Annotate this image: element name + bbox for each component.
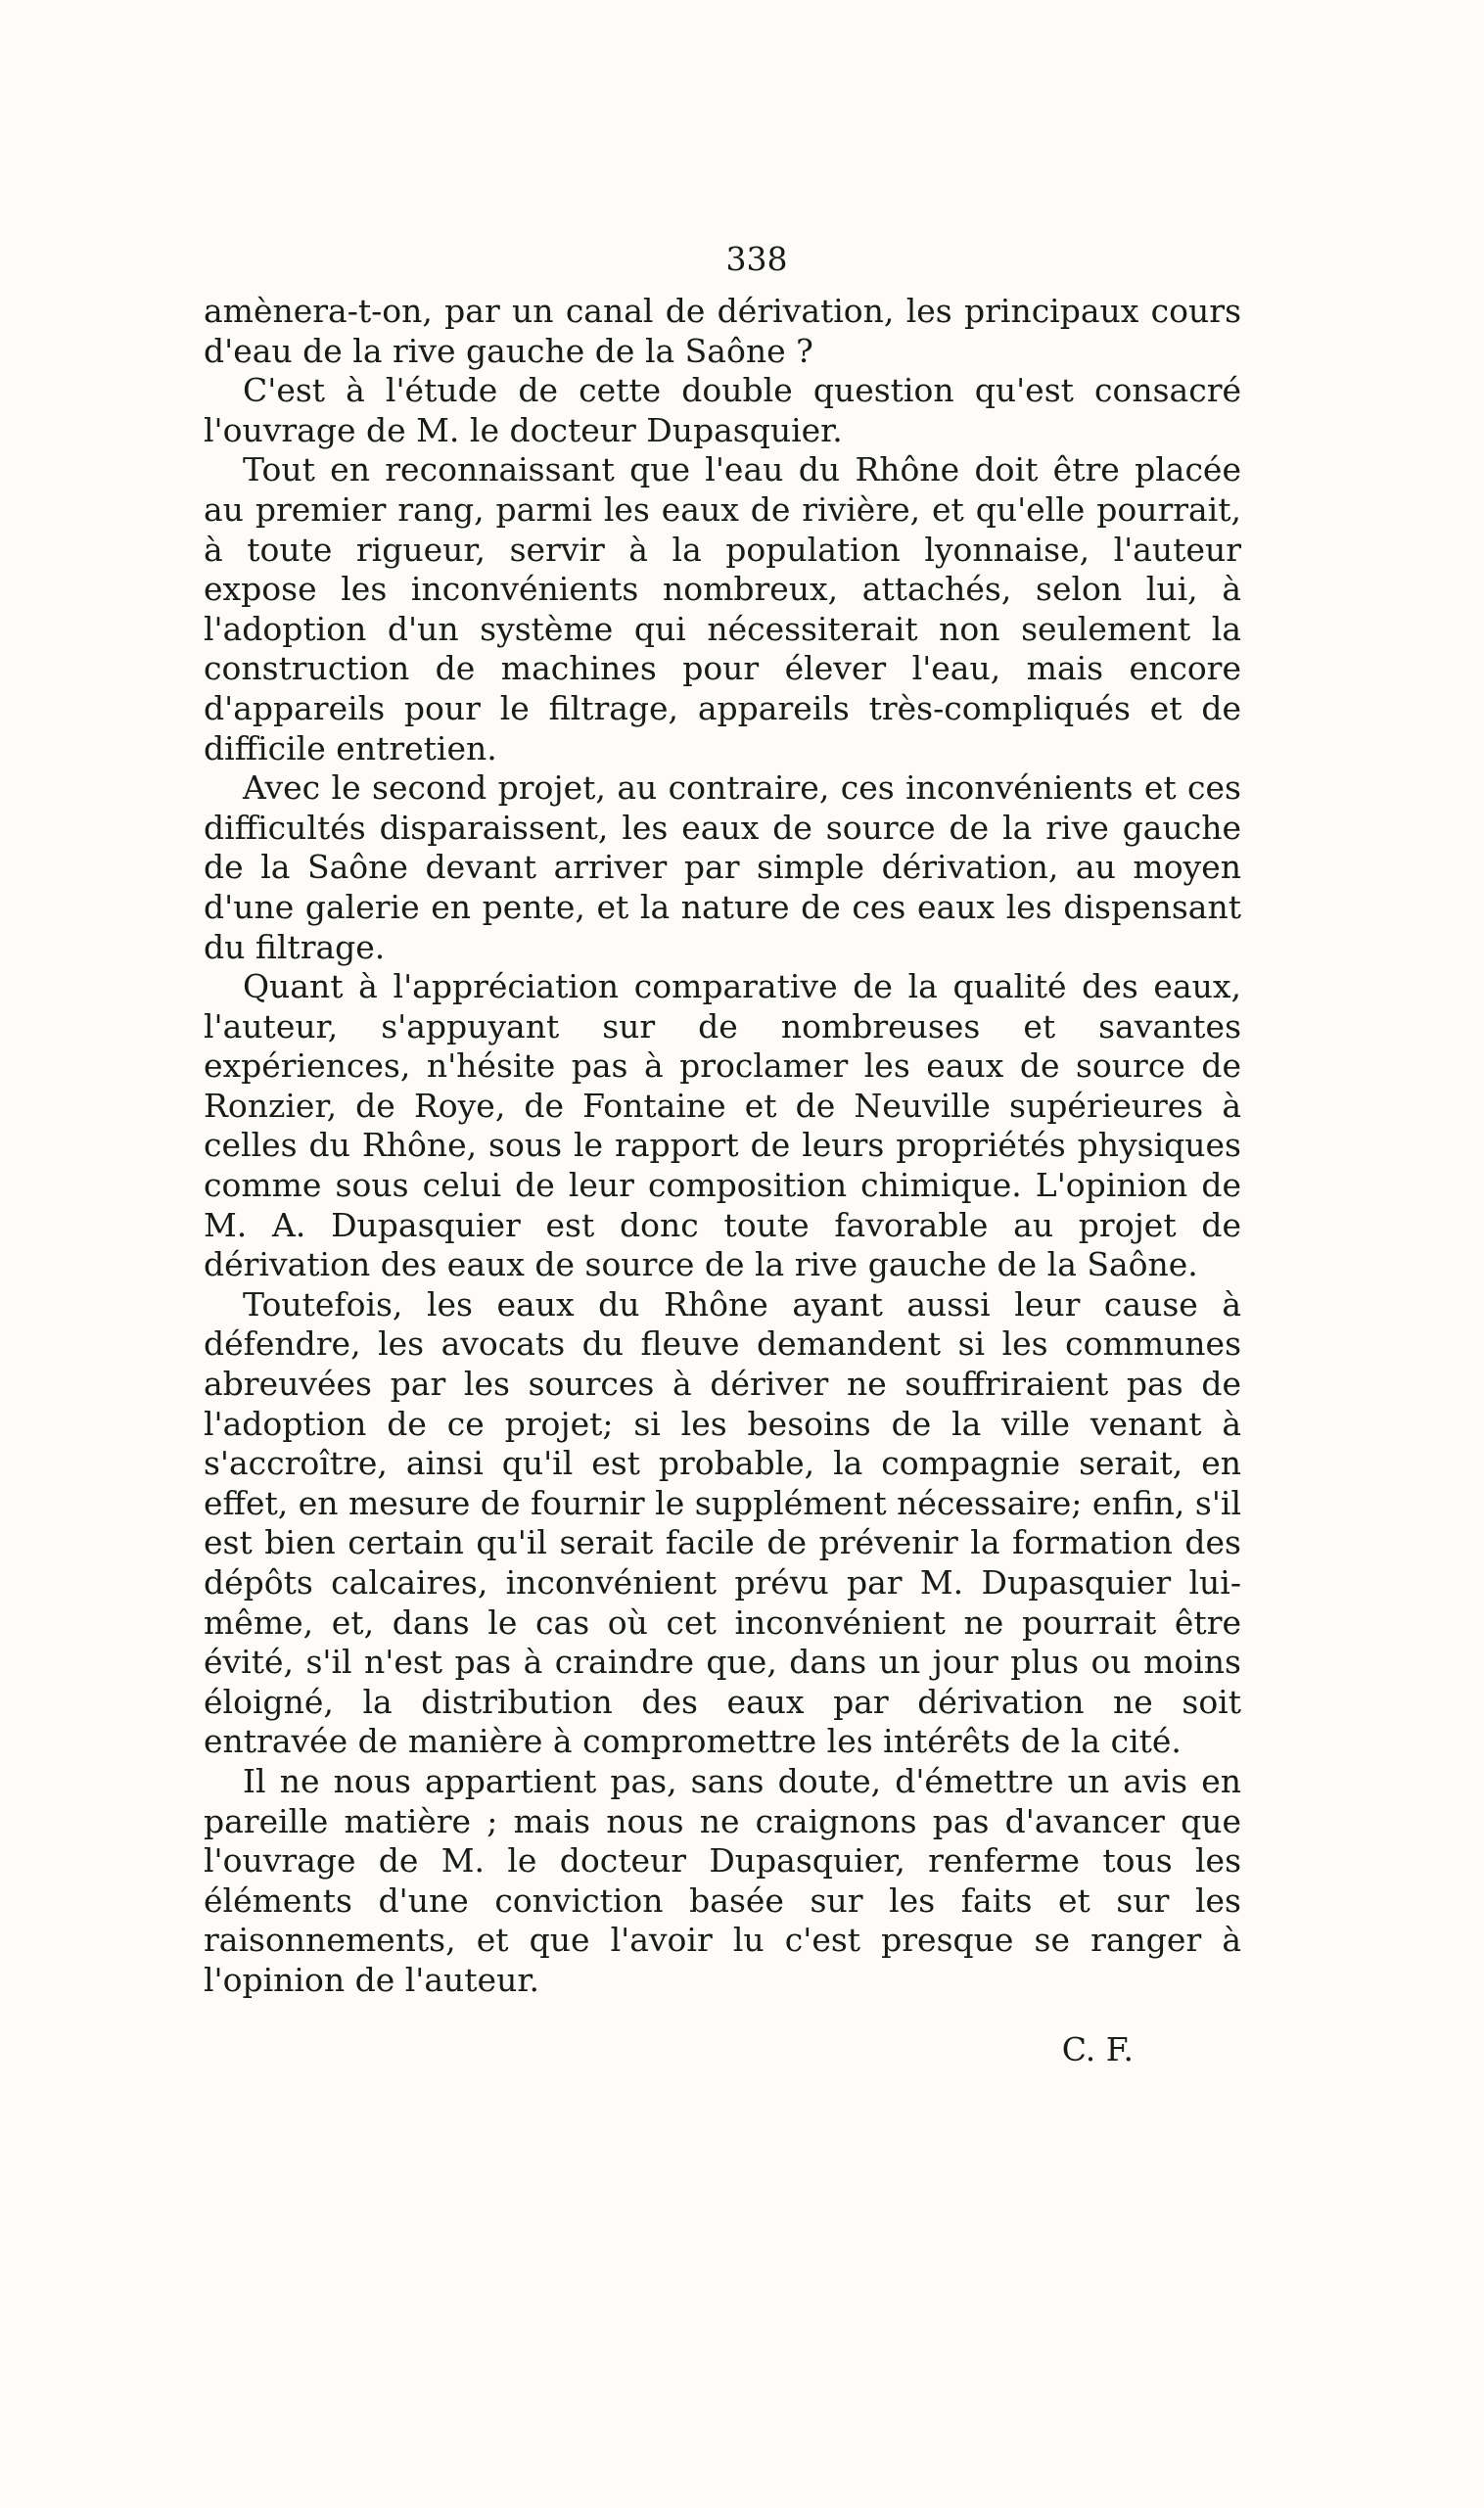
- author-signature: C. F.: [1061, 2029, 1134, 2068]
- paragraph-continuation: amènera-t-on, par un canal de dérivation, les principaux cours d'eau de la rive gauche de la Saône ?: [204, 292, 1241, 370]
- text-block: [204, 227, 1241, 2069]
- page-number: 338: [725, 240, 788, 278]
- paragraph: Avec le second projet, au contraire, ces inconvénients et ces difficultés disparaissent, les eaux de source de la rive gauche de la Saône devant arriver par simple dérivation, au moyen d'une galerie en pente, et la nature de ces eaux les dispensant du filtrage.: [204, 768, 1241, 966]
- paragraph: Il ne nous appartient pas, sans doute, d'émettre un avis en pareille matière ; mais nous ne craignons pas d'avancer que l'ouvrage de M. le docteur Dupasquier, renferme tous les éléments d'une conviction basée sur les faits et sur les raisonnements, et que l'avoir lu c'est presque se ranger à l'opinion de l'auteur.: [204, 1761, 1241, 1999]
- paragraph: Toutefois, les eaux du Rhône ayant aussi leur cause à défendre, les avocats du fleuve demandent si les communes abreuvées par les sources à dériver ne souffriraient pas de l'adoption de ce projet; si les besoins de la ville venant à s'accroître, ainsi qu'il est probable, la compagnie serait, en effet, en mesure de fournir le supplément nécessaire; enfin, s'il est bien certain qu'il serait facile de prévenir la formation des dépôts calcaires, inconvénient prévu par M. Dupasquier lui-même, et, dans le cas où cet inconvénient ne pourrait être évité, s'il n'est pas à craindre que, dans un jour plus ou moins éloigné, la distribution des eaux par dérivation ne soit entravée de manière à compromettre les intérêts de la cité.: [204, 1284, 1242, 1761]
- paragraph: C'est à l'étude de cette double question qu'est consacré l'ouvrage de M. le docteur Dupasquier.: [204, 371, 1241, 449]
- paragraph: Tout en reconnaissant que l'eau du Rhône doit être placée au premier rang, parmi les eaux de rivière, et qu'elle pourrait, à toute rigueur, servir à la population lyonnaise, l'auteur expose les inconvénients nombreux, attachés, selon lui, à l'adoption d'un système qui nécessiterait non seulement la construction de machines pour élever l'eau, mais encore d'appareils pour le filtrage, appareils très-compliqués et de difficile entretien.: [204, 450, 1241, 767]
- paragraph: Quant à l'appréciation comparative de la qualité des eaux, l'auteur, s'appuyant sur de nombreuses et savantes expériences, n'hésite pas à proclamer les eaux de source de Ronzier, de Roye, de Fontaine et de Neuville supérieures à celles du Rhône, sous le rapport de leurs propriétés physiques comme sous celui de leur composition chimique. L'opinion de M. A. Dupasquier est donc toute favorable au projet de dérivation des eaux de source de la rive gauche de la Saône.: [204, 967, 1241, 1284]
